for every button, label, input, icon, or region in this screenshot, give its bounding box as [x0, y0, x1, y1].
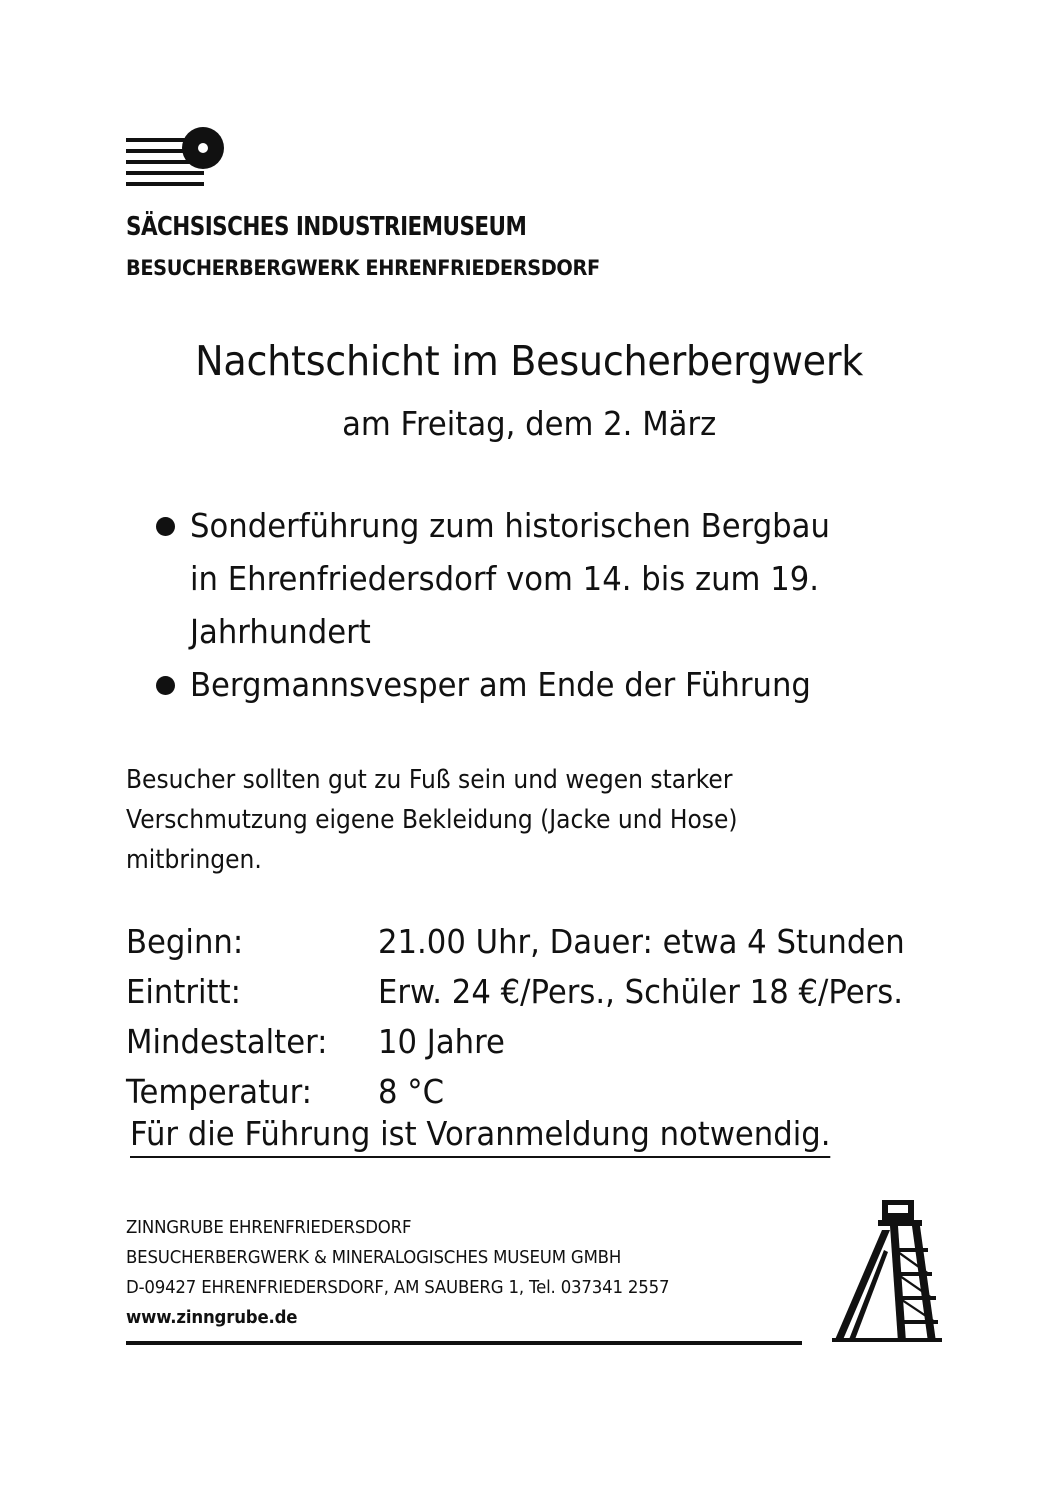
- detail-label: Beginn:: [126, 922, 244, 961]
- website-link[interactable]: www.zinngrube.de: [126, 1307, 298, 1328]
- detail-value: 21.00 Uhr, Dauer: etwa 4 Stunden: [378, 922, 905, 961]
- detail-value: 10 Jahre: [378, 1022, 505, 1061]
- detail-label: Temperatur:: [126, 1072, 312, 1111]
- bullet-icon: [156, 676, 175, 695]
- footer-divider: [126, 1341, 802, 1345]
- footer-company-full: BESUCHERBERGWERK & MINERALOGISCHES MUSEUM GMBH: [126, 1247, 622, 1268]
- event-date: am Freitag, dem 2. März: [341, 404, 717, 443]
- highlights-list: [156, 499, 936, 711]
- museum-logo-icon: [126, 127, 226, 197]
- list-item: Sonderführung zum historischen Bergbau in Ehrenfriedersdorf vom 14. bis zum 19. Jahrhundert: [156, 499, 936, 658]
- list-item: Bergmannsvesper am Ende der Führung: [156, 658, 936, 711]
- footer-address: [126, 1213, 717, 1333]
- detail-label: Eintritt:: [126, 972, 241, 1011]
- footer-address-line: D-09427 EHRENFRIEDERSDORF, AM SAUBERG 1, Tel. 037341 2557: [126, 1277, 670, 1298]
- footer-company: ZINNGRUBE EHRENFRIEDERSDORF: [126, 1217, 412, 1238]
- organization-name: SÄCHSISCHES INDUSTRIEMUSEUM: [126, 212, 527, 242]
- organization-subname: BESUCHERBERGWERK EHRENFRIEDERSDORF: [126, 256, 600, 280]
- mine-headframe-icon: [832, 1196, 942, 1344]
- bullet-icon: [156, 517, 175, 536]
- detail-value: 8 °C: [378, 1072, 445, 1111]
- detail-value: Erw. 24 €/Pers., Schüler 18 €/Pers.: [378, 972, 904, 1011]
- detail-label: Mindestalter:: [126, 1022, 328, 1061]
- visitor-note: Besucher sollten gut zu Fuß sein und wegen starker Verschmutzung eigene Bekleidung (Jacke und Hose) mitbringen.: [126, 765, 738, 875]
- registration-notice: Für die Führung ist Voranmeldung notwendig.: [130, 1114, 883, 1158]
- event-title: Nachtschicht im Besucherbergwerk: [195, 337, 863, 385]
